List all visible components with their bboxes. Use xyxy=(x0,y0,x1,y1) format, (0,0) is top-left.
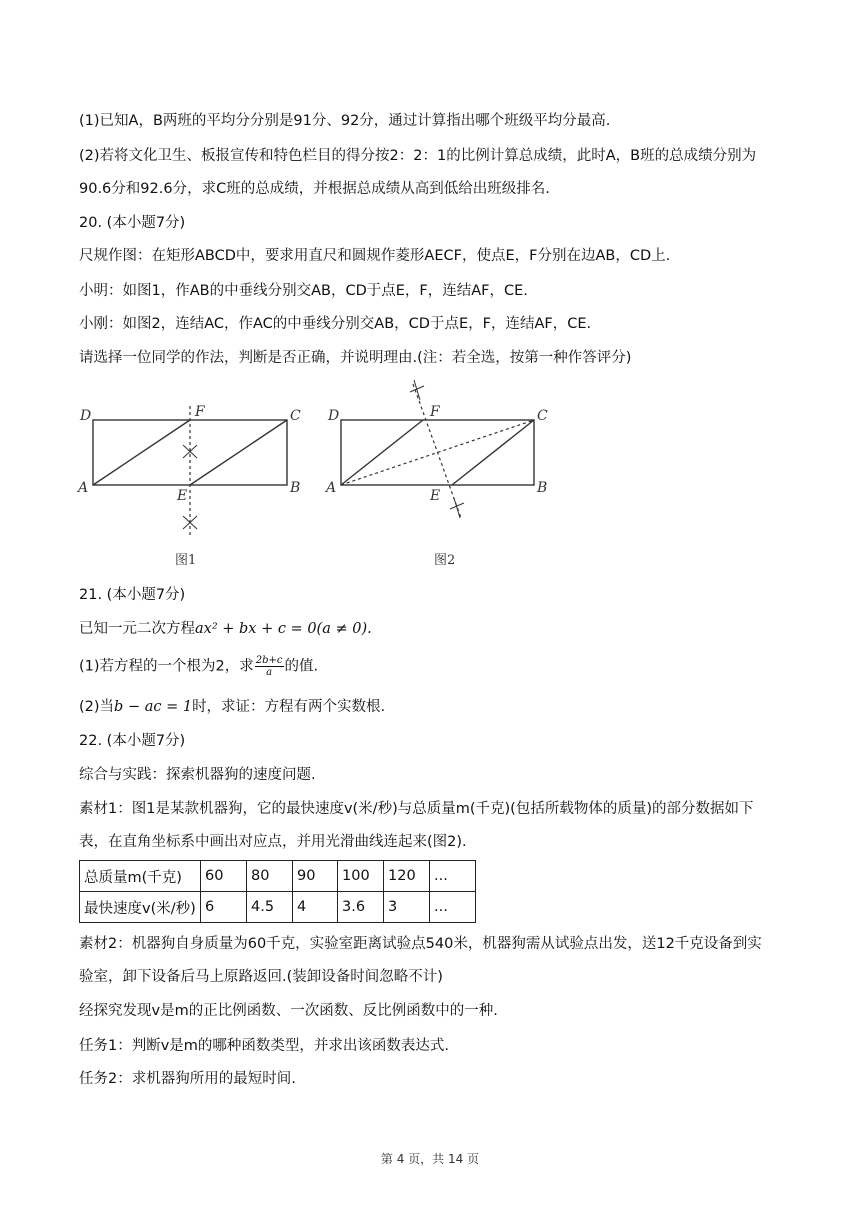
table-cell: 4 xyxy=(293,892,338,923)
q21-line2-text: (1)若方程的一个根为2，求 xyxy=(79,658,254,675)
fraction-numerator: 2b+c xyxy=(255,655,283,666)
q22-line6: 经探究发现v是m的正比例函数、一次函数、反比例函数中的一种. xyxy=(79,1003,498,1019)
q21-line2 xyxy=(79,655,318,678)
table-cell: ... xyxy=(430,861,476,892)
fig1-label-a: A xyxy=(78,480,89,496)
figure-1 xyxy=(76,404,301,568)
table-cell: ... xyxy=(430,892,476,923)
fig1-label-b: B xyxy=(290,480,301,496)
q20-header: 20. (本小题7分) xyxy=(79,215,186,231)
q21-line1 xyxy=(79,619,372,639)
mass-speed-table xyxy=(79,860,476,923)
table-cell: 80 xyxy=(247,861,293,892)
q19-part1: (1)已知A，B两班的平均分分别是91分、92分，通过计算指出哪个班级平均分最高. xyxy=(79,113,611,129)
q21-condition: b − ac = 1 xyxy=(114,699,193,715)
table-cell: 90 xyxy=(293,861,338,892)
table-row xyxy=(80,892,476,923)
fig2-label-d: D xyxy=(328,408,340,424)
q20-line1: 尺规作图：在矩形ABCD中，要求用直尺和圆规作菱形AECF，使点E，F分别在边AB，CD上. xyxy=(79,248,671,264)
q22-line5: 验室，卸下设备后马上原路返回.(装卸设备时间忽略不计) xyxy=(79,969,443,985)
q21-line2-suffix: 的值. xyxy=(284,658,319,675)
q22-line7: 任务1：判断v是m的哪种函数类型，并求出该函数表达式. xyxy=(79,1038,450,1054)
q22-line8: 任务2：求机器狗所用的最短时间. xyxy=(79,1071,296,1087)
q21-line3 xyxy=(79,697,385,717)
q20-figures xyxy=(70,376,570,576)
q20-line4: 请选择一位同学的作法，判断是否正确，并说明理由.(注：若全选，按第一种作答评分) xyxy=(79,350,632,366)
q20-line3: 小刚：如图2，连结AC，作AC的中垂线分别交AB，CD于点E，F，连结AF，CE. xyxy=(79,316,592,332)
table-cell: 4.5 xyxy=(247,892,293,923)
table-cell: 60 xyxy=(201,861,247,892)
q22-line1: 综合与实践：探索机器狗的速度问题. xyxy=(79,767,316,783)
q21-fraction xyxy=(255,655,284,678)
table-cell: 最快速度v(米/秒) xyxy=(80,892,201,923)
q22-header: 22. (本小题7分) xyxy=(79,733,186,749)
q21-line3-suffix: 时，求证：方程有两个实数根. xyxy=(192,699,386,715)
table-cell: 120 xyxy=(384,861,430,892)
q22-line3: 表，在直角坐标系中画出对应点，并用光滑曲线连起来(图2). xyxy=(79,834,467,850)
figure-2 xyxy=(324,380,548,568)
q22-line2: 素材1：图1是某款机器狗，它的最快速度v(米/秒)与总质量m(千克)(包括所载物体的质量)的部分数据如下 xyxy=(79,801,754,817)
q19-part2-line2: 90.6分和92.6分，求C班的总成绩，并根据总成绩从高到低给出班级排名. xyxy=(79,181,550,197)
q21-line1-text: 已知一元二次方程 xyxy=(79,621,195,637)
fig1-label-e: E xyxy=(177,488,188,504)
fig2-label-f: F xyxy=(430,404,440,420)
fig2-label-e: E xyxy=(430,488,441,504)
fig1-label-c: C xyxy=(290,408,301,424)
fig2-caption: 图2 xyxy=(434,553,456,568)
table-cell: 总质量m(千克) xyxy=(80,861,201,892)
page-footer: 第 4 页，共 14 页 xyxy=(380,1152,480,1166)
q20-line2: 小明：如图1，作AB的中垂线分别交AB，CD于点E，F，连结AF，CE. xyxy=(79,283,528,299)
table-cell: 6 xyxy=(201,892,247,923)
fraction-denominator: a xyxy=(266,667,273,678)
fig1-label-f: F xyxy=(195,404,205,420)
q22-line4: 素材2：机器狗自身质量为60千克，实验室距离试验点540米，机器狗需从试验点出发，送12千克设备到实 xyxy=(79,936,762,952)
fig1-label-d: D xyxy=(80,408,92,424)
fig2-label-b: B xyxy=(537,480,548,496)
table-cell: 100 xyxy=(338,861,384,892)
table-row xyxy=(80,861,476,892)
q21-header: 21. (本小题7分) xyxy=(79,587,186,603)
fig1-caption: 图1 xyxy=(175,553,197,568)
q21-equation: ax² + bx + c = 0(a ≠ 0). xyxy=(195,621,372,637)
table-cell: 3 xyxy=(384,892,430,923)
q21-line3-text: (2)当 xyxy=(79,699,115,715)
fig2-label-c: C xyxy=(537,408,548,424)
fig2-label-a: A xyxy=(326,480,337,496)
q19-part2-line1: (2)若将文化卫生、板报宣传和特色栏目的得分按2：2：1的比例计算总成绩，此时A，B班的总成绩分别为 xyxy=(79,148,757,164)
table-cell: 3.6 xyxy=(338,892,384,923)
